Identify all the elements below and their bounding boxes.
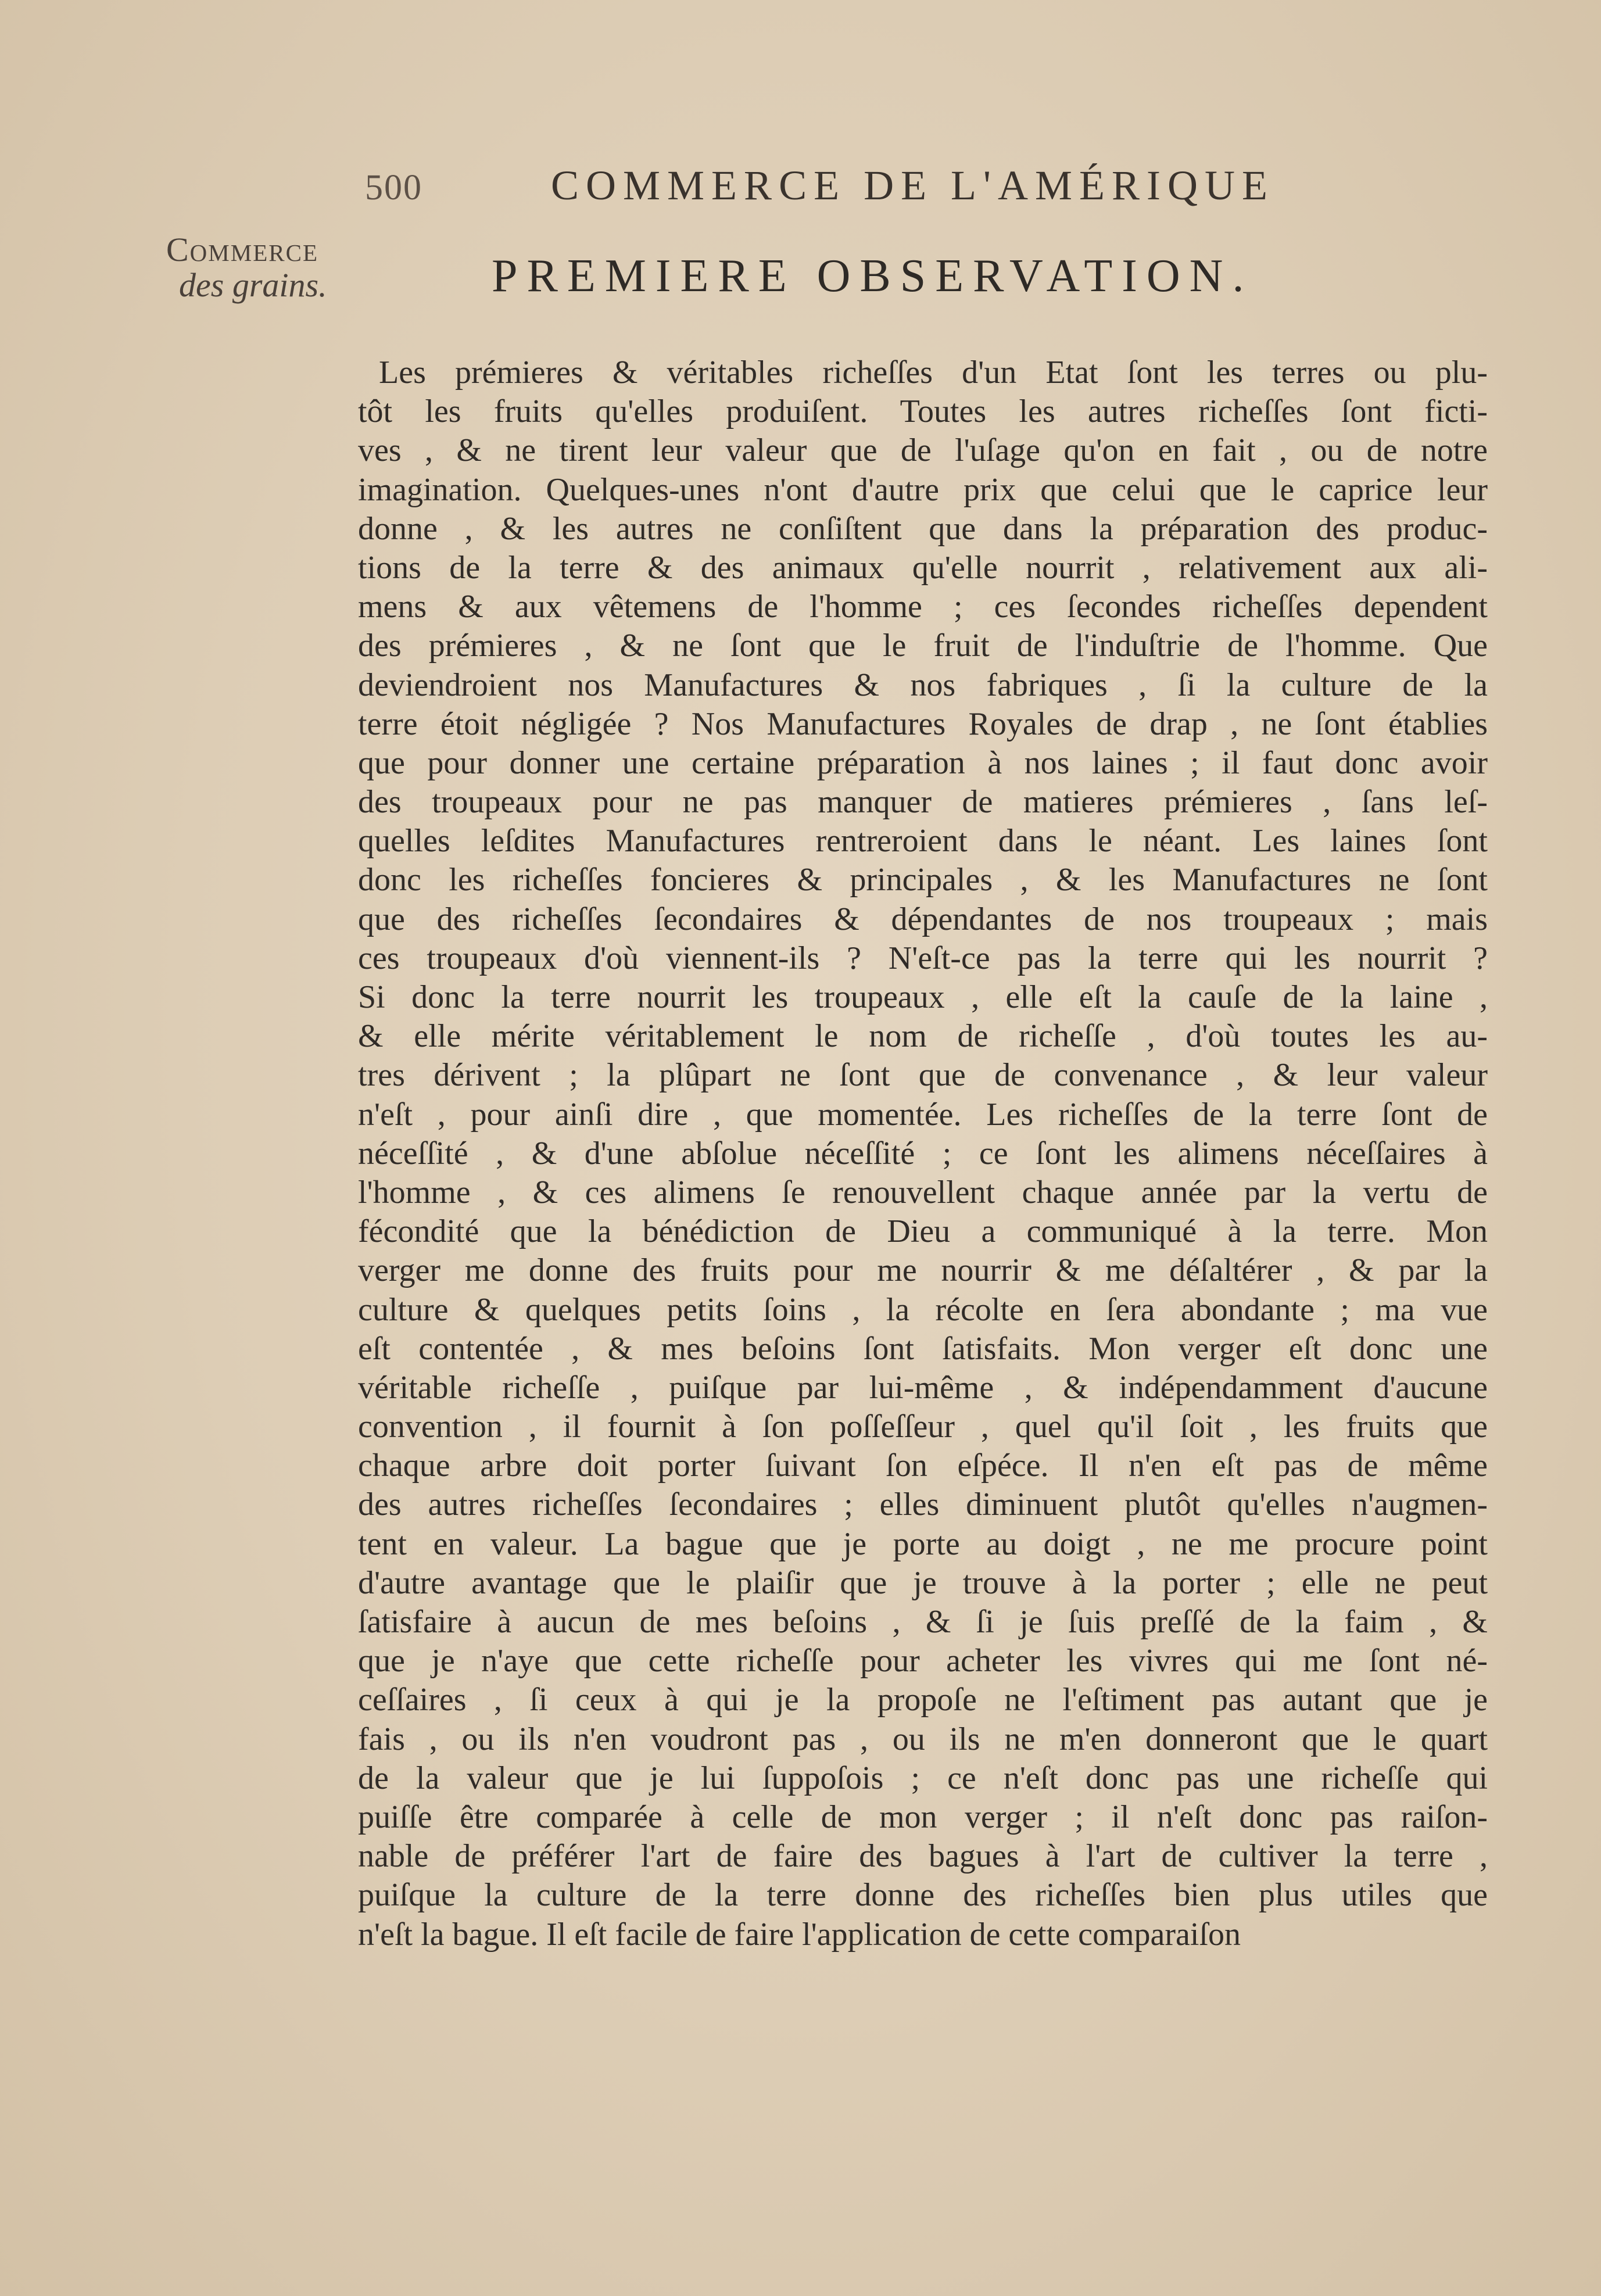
text-line: n'eſt la bague. Il eſt facile de faire l'application de cette comparaiſon <box>358 1916 1241 1953</box>
text-line: fais , ou ils n'en voudront pas , ou ils ne m'en donneront que le quart <box>358 1721 1488 1757</box>
text-line: tôt les fruits qu'elles produiſent. Toutes les autres richeſſes ſont ficti- <box>358 393 1488 430</box>
page-number: 500 <box>365 168 422 207</box>
margin-note-line-2: des grains. <box>179 266 327 304</box>
text-line: tent en valeur. La bague que je porte au doigt , ne me procure point <box>358 1525 1488 1562</box>
text-line: convention , il fournit à ſon poſſeſſeur , quel qu'il ſoit , les fruits que <box>358 1409 1488 1445</box>
text-line: deviendroient nos Manufactures & nos fabriques , ſi la culture de la <box>358 667 1488 703</box>
text-line: nable de préférer l'art de faire des bagues à l'art de cultiver la terre , <box>358 1838 1488 1875</box>
text-line: que des richeſſes ſecondaires & dépendantes de nos troupeaux ; mais <box>358 901 1488 937</box>
text-line: que je n'aye que cette richeſſe pour acheter les vivres qui me ſont né- <box>358 1643 1488 1679</box>
text-line: ves , & ne tirent leur valeur que de l'uſage qu'on en fait , ou de notre <box>358 432 1488 469</box>
text-line: chaque arbre doit porter ſuivant ſon eſpéce. Il n'en eſt pas de même <box>358 1448 1488 1484</box>
section-title: PREMIERE OBSERVATION. <box>492 250 1253 302</box>
text-line: ceſſaires , ſi ceux à qui je la propoſe ne l'eſtiment pas autant que je <box>358 1682 1488 1718</box>
text-line: néceſſité , & d'une abſolue néceſſité ; ce ſont les alimens néceſſaires à <box>358 1135 1488 1172</box>
text-line: puiſſe être comparée à celle de mon verger ; il n'eſt donc pas raiſon- <box>358 1799 1488 1835</box>
text-line: n'eſt , pour ainſi dire , que momentée. Les richeſſes de la terre ſont de <box>358 1096 1488 1133</box>
text-line: des autres richeſſes ſecondaires ; elles diminuent plutôt qu'elles n'augmen- <box>358 1487 1488 1523</box>
text-line: verger me donne des fruits pour me nourrir & me déſaltérer , & par la <box>358 1252 1488 1289</box>
text-line: des prémieres , & ne ſont que le fruit de l'induſtrie de l'homme. Que <box>358 628 1488 664</box>
text-line: d'autre avantage que le plaiſir que je trouve à la porter ; elle ne peut <box>358 1564 1488 1601</box>
text-line: imagination. Quelques-unes n'ont d'autre prix que celui que le caprice leur <box>358 471 1488 508</box>
text-line: Les prémieres & véritables richeſſes d'un Etat ſont les terres ou plu- <box>379 354 1488 391</box>
text-line: puiſque la culture de la terre donne des richeſſes bien plus utiles que <box>358 1877 1488 1914</box>
text-line: de la valeur que je lui ſuppoſois ; ce n'eſt donc pas une richeſſe qui <box>358 1760 1488 1796</box>
text-line: tres dérivent ; la plûpart ne ſont que de convenance , & leur valeur <box>358 1057 1488 1094</box>
text-line: Si donc la terre nourrit les troupeaux , elle eſt la cauſe de la laine , <box>358 979 1488 1015</box>
text-line: des troupeaux pour ne pas manquer de matieres prémieres , ſans leſ- <box>358 784 1488 821</box>
text-line: ces troupeaux d'où viennent-ils ? N'eſt-ce pas la terre qui les nourrit ? <box>358 940 1488 976</box>
running-head: COMMERCE DE L'AMÉRIQUE <box>551 162 1274 209</box>
text-line: que pour donner une certaine préparation à nos laines ; il faut donc avoir <box>358 744 1488 781</box>
text-line: ſatisfaire à aucun de mes beſoins , & ſi je ſuis preſſé de la faim , & <box>358 1604 1488 1640</box>
text-line: donne , & les autres ne conſiſtent que dans la préparation des produc- <box>358 510 1488 547</box>
text-line: tions de la terre & des animaux qu'elle nourrit , relativement aux ali- <box>358 549 1488 586</box>
text-line: véritable richeſſe , puiſque par lui-même , & indépendamment d'aucune <box>358 1369 1488 1406</box>
body-text <box>358 353 1488 1954</box>
text-line: fécondité que la bénédiction de Dieu a communiqué à la terre. Mon <box>358 1213 1488 1250</box>
text-line: eſt contentée , & mes beſoins ſont ſatisfaits. Mon verger eſt donc une <box>358 1330 1488 1367</box>
margin-note-line-1: Commerce <box>166 231 318 268</box>
text-line: & elle mérite véritablement le nom de richeſſe , d'où toutes les au- <box>358 1018 1488 1055</box>
text-line: quelles leſdites Manufactures rentreroient dans le néant. Les laines ſont <box>358 823 1488 859</box>
text-line: donc les richeſſes foncieres & principales , & les Manufactures ne ſont <box>358 862 1488 898</box>
text-line: l'homme , & ces alimens ſe renouvellent chaque année par la vertu de <box>358 1174 1488 1210</box>
text-line: culture & quelques petits ſoins , la récolte en ſera abondante ; ma vue <box>358 1291 1488 1328</box>
text-line: terre étoit négligée ? Nos Manufactures Royales de drap , ne ſont établies <box>358 705 1488 742</box>
text-line: mens & aux vêtemens de l'homme ; ces ſecondes richeſſes dependent <box>358 589 1488 625</box>
margin-note <box>166 232 358 303</box>
